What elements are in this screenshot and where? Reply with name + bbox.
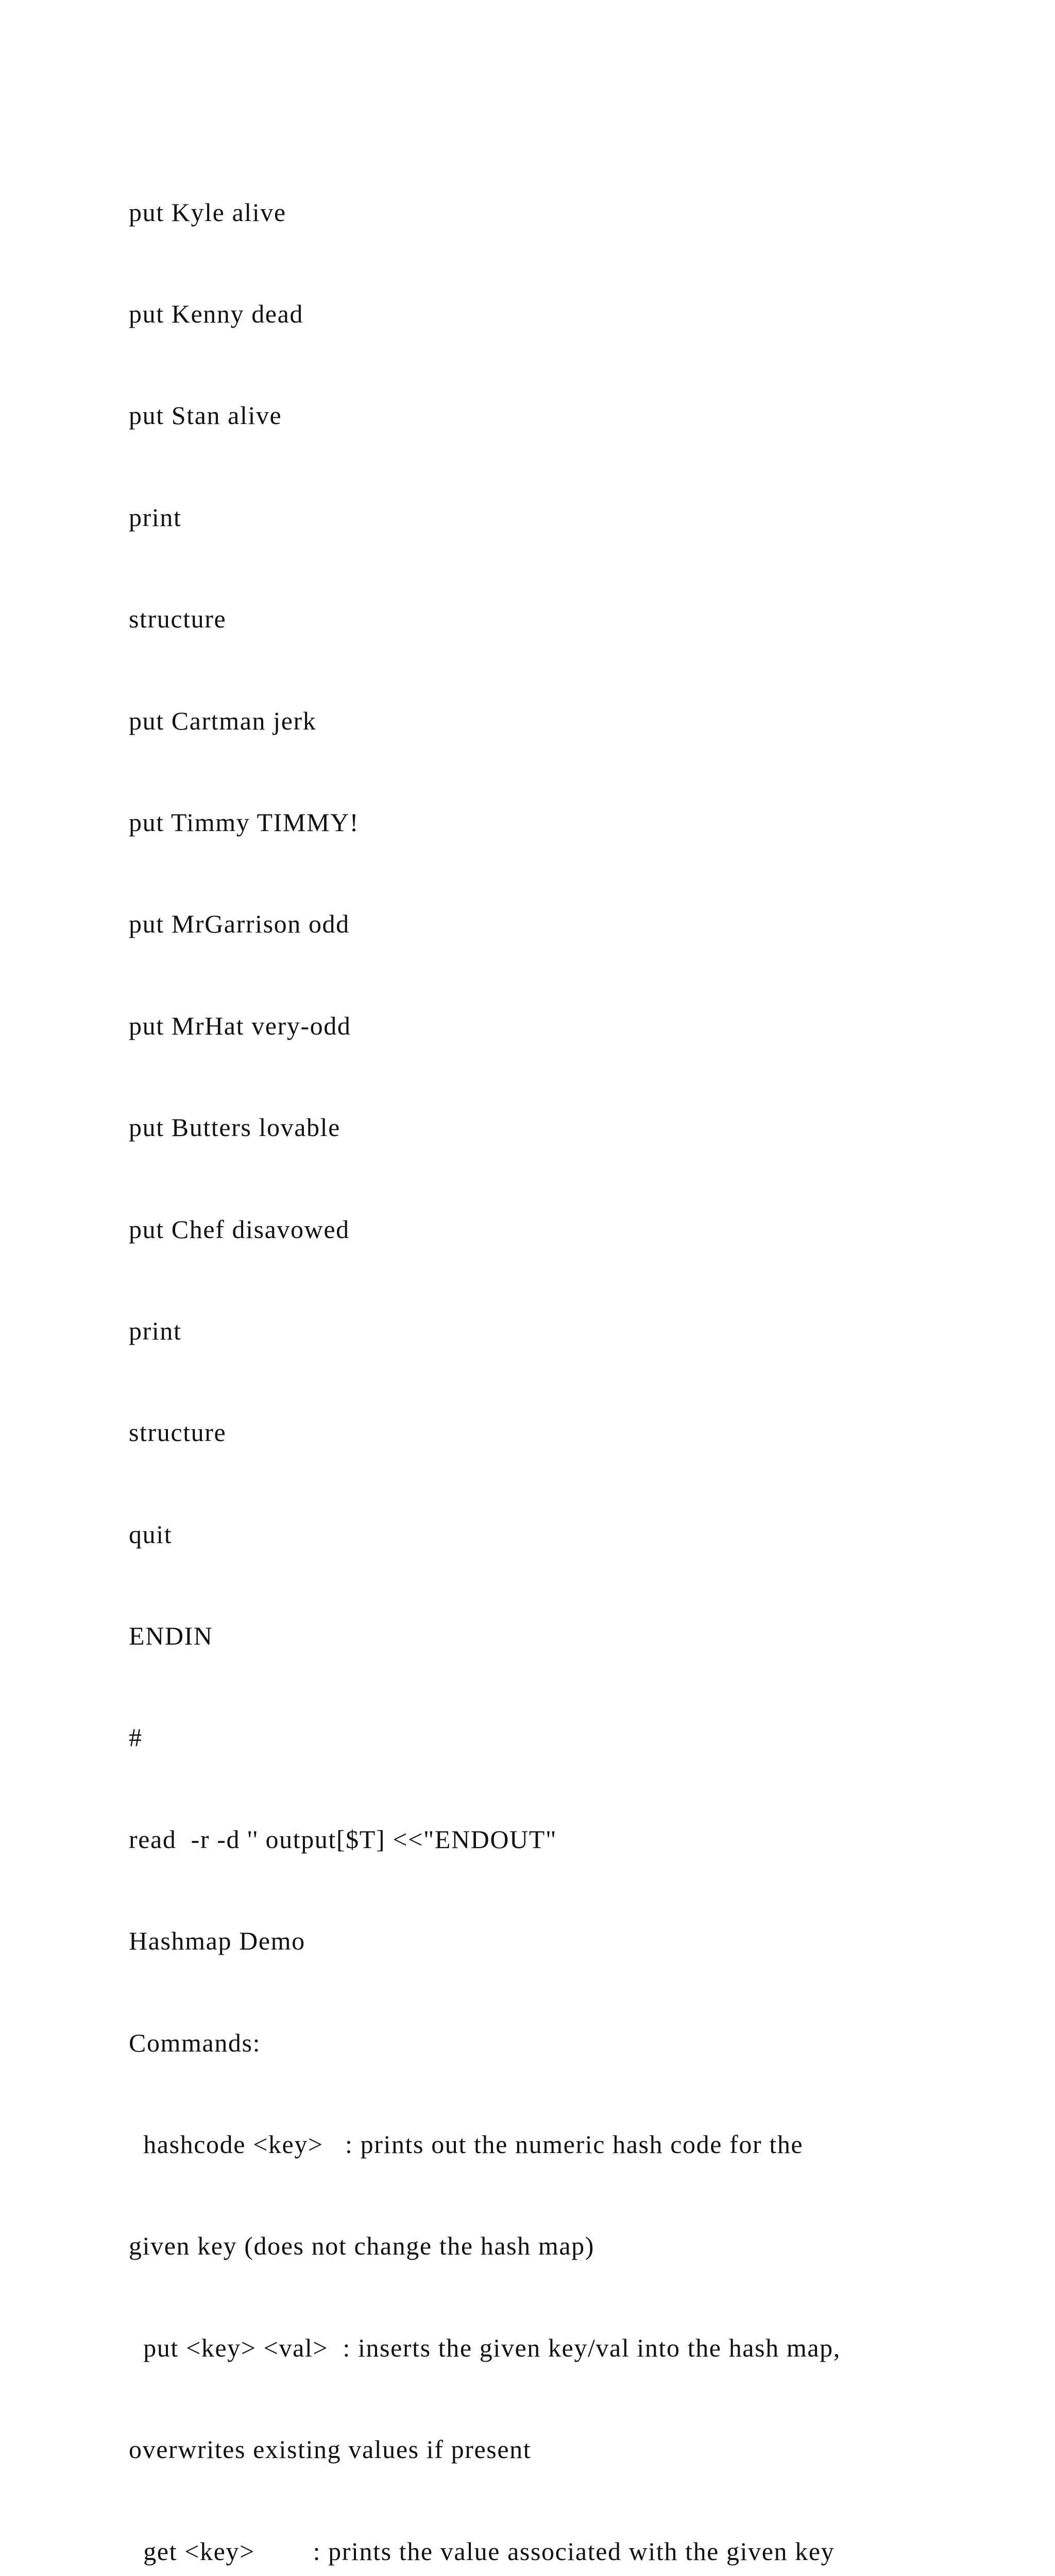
text-line: structure bbox=[129, 604, 227, 634]
text-line: given key (does not change the hash map) bbox=[129, 2231, 595, 2261]
text-line: put Kyle alive bbox=[129, 197, 286, 227]
text-line: structure bbox=[129, 1418, 227, 1447]
text-line: get <key> : prints the value associated with the given key bbox=[129, 2536, 835, 2566]
text-line: hashcode <key> : prints out the numeric hash code for the bbox=[129, 2130, 804, 2159]
text-line: overwrites existing values if present bbox=[129, 2435, 532, 2464]
text-line: put Timmy TIMMY! bbox=[129, 807, 360, 837]
text-line: put Stan alive bbox=[129, 401, 282, 430]
text-line: put MrHat very-odd bbox=[129, 1011, 351, 1040]
document-text bbox=[129, 128, 932, 2576]
text-line: print bbox=[129, 1316, 182, 1345]
text-line: quit bbox=[129, 1519, 173, 1549]
text-line: Hashmap Demo bbox=[129, 1926, 305, 1956]
text-line: Commands: bbox=[129, 2028, 261, 2057]
text-line: # bbox=[129, 1723, 143, 1752]
text-line: put Chef disavowed bbox=[129, 1214, 350, 1244]
text-line: read -r -d '' output[$T] <<"ENDOUT" bbox=[129, 1824, 557, 1854]
text-line: put <key> <val> : inserts the given key/val into the hash map, bbox=[129, 2333, 841, 2362]
text-line: print bbox=[129, 502, 182, 532]
text-line: put Butters lovable bbox=[129, 1113, 341, 1142]
text-line: put Kenny dead bbox=[129, 299, 303, 328]
text-line: put Cartman jerk bbox=[129, 706, 317, 735]
text-line: put MrGarrison odd bbox=[129, 909, 350, 939]
text-line: ENDIN bbox=[129, 1621, 213, 1651]
